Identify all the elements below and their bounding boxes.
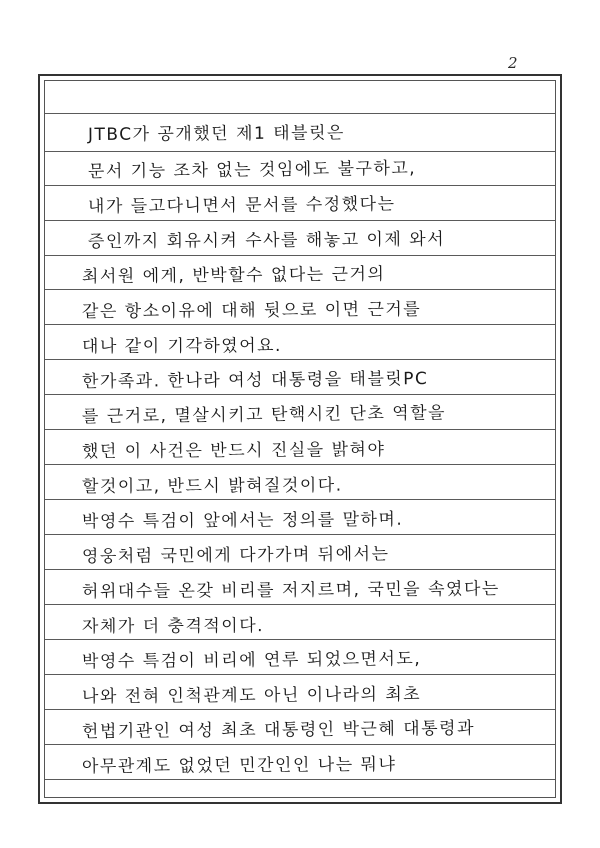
ruled-line: [45, 289, 555, 290]
ruled-line: [45, 255, 555, 256]
handwritten-line: 내가 들고다니면서 문서를 수정했다는: [87, 194, 396, 217]
handwritten-line: 대나 같이 기각하였어요.: [81, 335, 282, 357]
ruled-line: [45, 220, 555, 221]
ruled-line: [45, 464, 555, 465]
handwritten-line: 박영수 특검이 앞에서는 정의를 말하며.: [81, 509, 404, 532]
handwritten-line: 자체가 더 충격적이다.: [81, 616, 265, 637]
handwritten-line: 헌법기관인 여성 최초 대통령인 박근혜 대통령과: [81, 718, 476, 742]
handwritten-line: 할것이고, 반드시 밝혀질것이다.: [81, 475, 343, 497]
ruled-line: [45, 324, 555, 325]
ruled-line: [45, 639, 555, 640]
ruled-line: [45, 744, 555, 745]
ruled-line: [45, 674, 555, 675]
ruled-line: [45, 569, 555, 570]
handwritten-line: 허위대수들 온갖 비리를 저지르며, 국민을 속였다는: [81, 579, 500, 602]
ruled-line: [45, 185, 555, 186]
handwritten-line: 같은 항소이유에 대해 뒷으로 이면 근거를: [81, 299, 422, 322]
handwritten-line: 나와 전혀 인척관계도 아닌 이나라의 최초: [81, 684, 422, 707]
ruled-line: [45, 534, 555, 535]
handwritten-line: 증인까지 회유시켜 수사를 해놓고 이제 와서: [87, 229, 446, 252]
ruled-line: [45, 113, 555, 114]
handwritten-line: 문서 기능 조차 없는 것임에도 불구하고,: [87, 158, 417, 182]
ruled-line: [45, 709, 555, 710]
ruled-line: [45, 779, 555, 780]
handwritten-line: JTBC가 공개했던 제1 태블릿은: [87, 123, 345, 145]
handwritten-line: 한가족과. 한나라 여성 대통령을 태블릿PC: [81, 368, 429, 392]
handwritten-line: 영웅처럼 국민에게 다가가며 뒤에서는: [81, 544, 390, 567]
handwritten-line: 했던 이 사건은 반드시 진실을 밝혀야: [81, 439, 386, 462]
ruled-line: [45, 429, 555, 430]
handwritten-line: 박영수 특검이 비리에 연루 되었으면서도,: [81, 649, 422, 672]
ruled-line: [45, 359, 555, 360]
ruled-line: [45, 394, 555, 395]
ruled-line: [45, 151, 555, 152]
handwritten-line: 최서원 에게, 반박할수 없다는 근거의: [81, 264, 386, 287]
page-number: 2: [508, 54, 518, 72]
handwritten-line: 아무관계도 없었던 민간인인 나는 뭐냐: [81, 754, 397, 777]
ruled-line: [45, 604, 555, 605]
ruled-line: [45, 499, 555, 500]
handwritten-line: 를 근거로, 멸살시키고 탄핵시킨 단초 역할을: [81, 403, 447, 427]
